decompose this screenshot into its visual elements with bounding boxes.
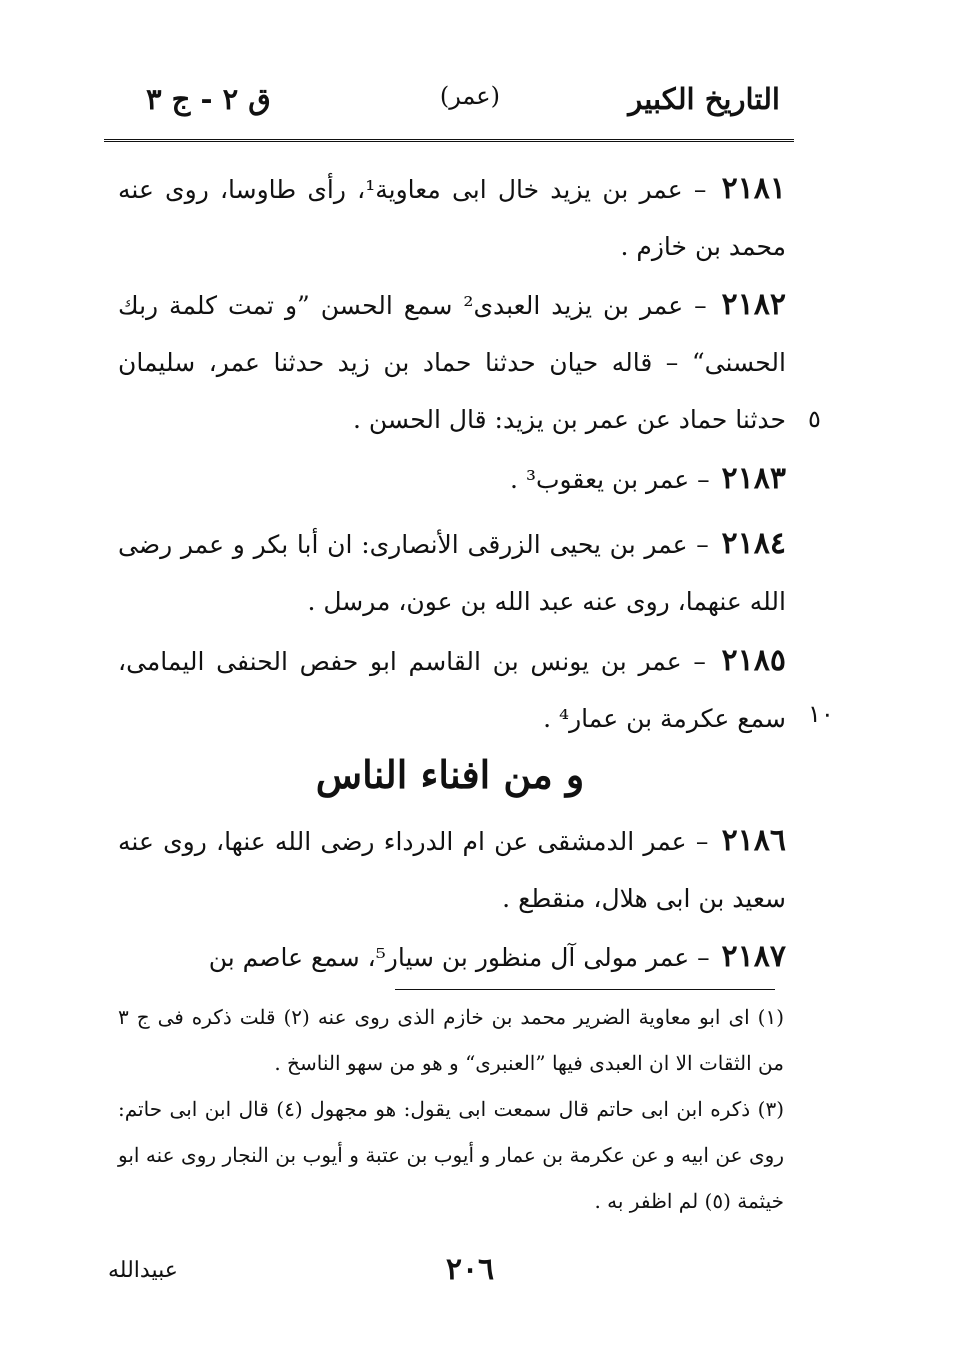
footnote-rule — [395, 989, 775, 990]
page-number: ٢٠٦ — [445, 1252, 495, 1287]
volume-label: ق ٢ - ج ٣ — [146, 82, 271, 116]
entry-number: ٢١٨٧ — [721, 939, 786, 974]
section-name: (عمر) — [439, 82, 500, 110]
entry-text: – عمر بن يزيد خال ابى معاوية¹، رأى طاوسا، روى عنه محمد بن خازم . — [118, 175, 786, 261]
section-heading: و من افناء الناس — [315, 752, 585, 797]
entry-2182 — [118, 276, 786, 448]
running-header — [120, 82, 780, 122]
entry-2185 — [118, 632, 786, 747]
library-stamp: عبيدالله — [108, 1258, 178, 1283]
entry-2181 — [118, 160, 786, 275]
footnote: (١) اى ابو معاوية الضرير محمد بن خازم الذى روى عنه (٢) قلت ذكره فى ج ٣ من الثقات الا ان العبدى فيها ”العنبرى“ و هو من سهو الناسخ . — [118, 1005, 784, 1075]
entry-text: – عمر بن يحيى الزرقى الأنصارى: ان أبا بكر و عمر رضى الله عنهما، روى عنه عبد الله بن عون، مرسل . — [118, 530, 786, 616]
entry-2186 — [118, 812, 786, 927]
header-rule — [104, 139, 794, 142]
entry-number: ٢١٨٦ — [721, 823, 787, 858]
footnotes — [118, 994, 784, 1224]
book-title: التاريخ الكبير — [628, 82, 780, 116]
line-number-margin: ٥ — [808, 405, 821, 433]
entry-number: ٢١٨٣ — [721, 461, 786, 496]
entry-text: – عمر مولى آل منظور بن سيار⁵، سمع عاصم بن — [208, 943, 710, 972]
entry-number: ٢١٨١ — [721, 171, 787, 206]
entry-text: – عمر الدمشقى عن ام الدرداء رضى الله عنها، روى عنه سعيد بن ابى هلال، منقطع . — [118, 827, 786, 913]
entry-text: – عمر بن يونس بن القاسم ابو حفص الحنفى اليمامى، سمع عكرمة بن عمار⁴ . — [118, 647, 786, 733]
entry-2187 — [118, 928, 786, 986]
entry-text: – عمر بن يعقوب³ . — [510, 465, 710, 494]
entry-number: ٢١٨٢ — [721, 287, 786, 322]
line-number-margin: ١٠ — [808, 700, 834, 728]
entry-number: ٢١٨٤ — [721, 526, 786, 561]
footnote: (٣) ذكره ابن ابى حاتم قال سمعت ابى يقول: هو مجهول (٤) قال ابن ابى حاتم: روى عن ابيه و عن عكرمة بن عمار و أيوب بن عتبة و أيوب بن النجار روى عنه ابو خيثمة (٥) لم اظفر به . — [118, 1097, 784, 1213]
entry-text: – عمر بن يزيد العبدى² سمع الحسن ”و تمت كلمة ربك الحسنى“ – قاله حيان حدثنا حماد بن زيد حدثنا عمر، سليمان حدثنا حماد عن عمر بن يزيد: قال الحسن . — [118, 291, 786, 434]
entry-2183 — [118, 450, 786, 508]
entry-2184 — [118, 515, 786, 630]
entry-number: ٢١٨٥ — [721, 643, 786, 678]
